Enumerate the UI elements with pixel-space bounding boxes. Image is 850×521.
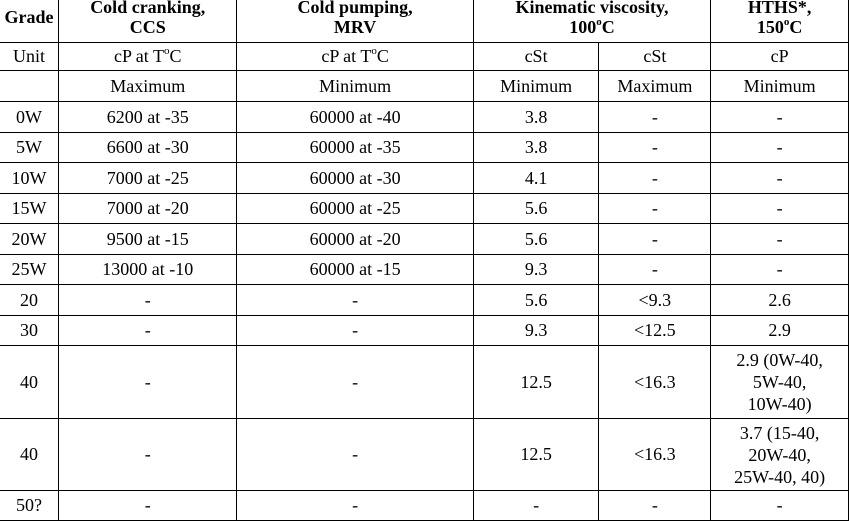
hths-line: 2.9 [768,320,791,340]
cell-kv-max: <12.5 [599,316,711,346]
cell-hths [711,224,849,255]
hths-line: 3.7 (15-40, [739,422,820,443]
hths-line: 20W-40, [748,444,811,465]
table-row [0,285,849,316]
limit-hths: Minimum [711,71,849,102]
cell-kv-max: <16.3 [599,346,711,419]
cell-ccs: 9500 at -15 [58,224,237,255]
cell-grade: 0W [0,102,58,133]
cell-mrv: 60000 at -40 [237,102,473,133]
hths-line: - [776,198,783,218]
cell-mrv: - [237,491,473,521]
header-grade: Grade [0,0,58,43]
cell-grade: 50? [0,491,58,521]
table-row [0,163,849,194]
hths-line: 25W-40, 40) [734,466,826,487]
header-ccs: Cold cranking, CCS [58,0,237,43]
cell-grade: 20W [0,224,58,255]
cell-hths [711,316,849,346]
cell-mrv: 60000 at -35 [237,133,473,163]
hths-line: 2.6 [768,289,791,310]
cell-kv-max: - [599,194,711,224]
cell-hths [711,255,849,285]
cell-kv-max: - [599,255,711,285]
hths-line: - [776,259,783,279]
cell-kv-min: - [473,491,599,521]
cell-mrv: 60000 at -30 [237,163,473,194]
cell-ccs: 13000 at -10 [58,255,237,285]
cell-grade: 25W [0,255,58,285]
cell-ccs: 7000 at -25 [58,163,237,194]
unit-mrv: cP at $T^oC$ [237,43,473,71]
limit-ccs: Maximum [58,71,237,102]
cell-hths [711,346,849,419]
cell-hths [711,419,849,491]
cell-kv-max: - [599,133,711,163]
cell-hths [711,285,849,316]
unit-kv-max: cSt [599,43,711,71]
hths-line: - [776,495,783,515]
table-row [0,419,849,491]
cell-mrv: 60000 at -25 [237,194,473,224]
cell-kv-max: - [599,163,711,194]
cell-mrv: 60000 at -20 [237,224,473,255]
cell-kv-min: 12.5 [473,419,599,491]
hths-line: - [776,228,783,249]
cell-ccs: - [58,316,237,346]
header-mrv: Cold pumping, MRV [237,0,473,43]
cell-hths [711,163,849,194]
unit-label: Unit [0,43,58,71]
cell-kv-max: <9.3 [599,285,711,316]
limit-kv-min: Minimum [473,71,599,102]
cell-kv-max: - [599,102,711,133]
table-row [0,346,849,419]
cell-kv-max: <16.3 [599,419,711,491]
header-hths: HTHS*, 150$^o$C [711,0,849,43]
limit-row [0,71,849,102]
table-row [0,491,849,521]
cell-kv-max: - [599,224,711,255]
cell-ccs: - [58,285,237,316]
cell-mrv: - [237,346,473,419]
cell-grade: 15W [0,194,58,224]
cell-ccs: 7000 at -20 [58,194,237,224]
unit-hths: cP [711,43,849,71]
cell-kv-min: 3.8 [473,133,599,163]
cell-kv-min: 5.6 [473,194,599,224]
table-row [0,133,849,163]
hths-line: 5W-40, [752,372,807,392]
cell-ccs: - [58,346,237,419]
table-row [0,194,849,224]
table-row [0,102,849,133]
hths-line: - [776,167,783,188]
cell-kv-min: 5.6 [473,285,599,316]
cell-mrv: 60000 at -15 [237,255,473,285]
table-row [0,255,849,285]
hths-line: - [776,137,783,157]
cell-hths [711,133,849,163]
table-data-body [0,102,849,521]
header-row [0,0,849,43]
cell-grade: 20 [0,285,58,316]
cell-grade: 30 [0,316,58,346]
cell-kv-min: 5.6 [473,224,599,255]
cell-ccs: - [58,491,237,521]
cell-grade: 40 [0,346,58,419]
cell-mrv: - [237,285,473,316]
cell-kv-min: 4.1 [473,163,599,194]
unit-row [0,43,849,71]
cell-mrv: - [237,316,473,346]
cell-ccs: - [58,419,237,491]
limit-grade [0,71,58,102]
cell-hths [711,194,849,224]
table-row [0,224,849,255]
cell-kv-min: 3.8 [473,102,599,133]
hths-line: 10W-40) [747,394,812,414]
cell-kv-min: 9.3 [473,255,599,285]
cell-kv-min: 9.3 [473,316,599,346]
cell-hths [711,491,849,521]
hths-line: 2.9 (0W-40, [736,350,823,370]
cell-grade: 5W [0,133,58,163]
cell-ccs: 6200 at -35 [58,102,237,133]
cell-grade: 40 [0,419,58,491]
hths-line: - [776,106,783,127]
cell-hths [711,102,849,133]
limit-mrv: Minimum [237,71,473,102]
cell-kv-max: - [599,491,711,521]
unit-kv-min: cSt [473,43,599,71]
cell-mrv: - [237,419,473,491]
unit-ccs: cP at $T^oC$ [58,43,237,71]
cell-grade: 10W [0,163,58,194]
cell-kv-min: 12.5 [473,346,599,419]
limit-kv-max: Maximum [599,71,711,102]
header-kinematic-viscosity: Kinematic viscosity, 100$^o$C [473,0,711,43]
table-row [0,316,849,346]
cell-ccs: 6600 at -30 [58,133,237,163]
